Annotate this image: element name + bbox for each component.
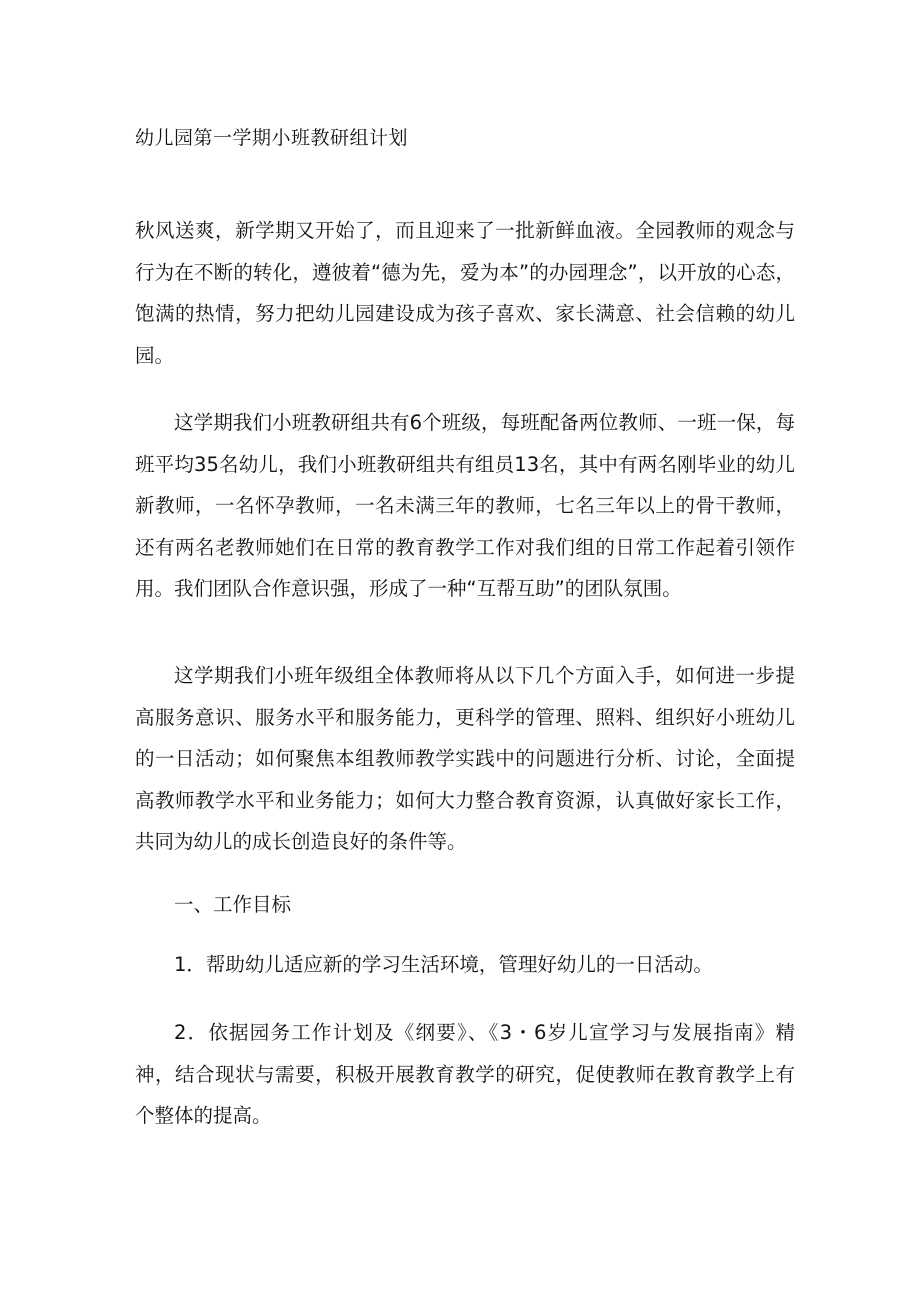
document-title: 幼儿园第一学期小班教研组计划	[135, 127, 409, 149]
goal-item-1: 1．帮助幼儿适应新的学习生活环境，管理好幼儿的一日活动。	[174, 953, 713, 976]
paragraph-team: 这学期我们小班教研组共有6个班级，每班配备两位教师、一班一保，每班平均35名幼儿，我们小班教研组共有组员13名，其中有两名刚毕业的幼儿新教师，一名怀孕教师，一名未满三年的教师，七名三年以上的骨干教师，还有两名老教师她们在日常的教育教学工作对我们组的日常工作起着引领作用。我们团队合作意识强，形成了一种“互帮互助”的团队氛围。	[135, 411, 795, 600]
goal-item-2: 2．依据园务工作计划及《纲要》、《3・6岁儿宣学习与发展指南》精神，结合现状与需要，积极开展教育教学的研究，促使教师在教育教学上有个整体的提高。	[135, 1021, 795, 1127]
paragraph-intro: 秋风送爽，新学期又开始了，而且迎来了一批新鲜血液。全园教师的观念与行为在不断的转化，遵彼着“德为先，爱为本”的办园理念”，以开放的心态，饱满的热情，努力把幼儿园建设成为孩子喜欢、家长满意、社会信赖的幼儿园。	[135, 219, 795, 367]
section-heading-goals: 一、工作目标	[174, 893, 292, 916]
paragraph-approach: 这学期我们小班年级组全体教师将从以下几个方面入手，如何进一步提高服务意识、服务水平和服务能力，更科学的管理、照料、组织好小班幼儿的一日活动；如何聚焦本组教师教学实践中的问题进行分析、讨论，全面提高教师教学水平和业务能力；如何大力整合教育资源，认真做好家长工作，共同为幼儿的成长创造良好的条件等。	[135, 664, 795, 853]
